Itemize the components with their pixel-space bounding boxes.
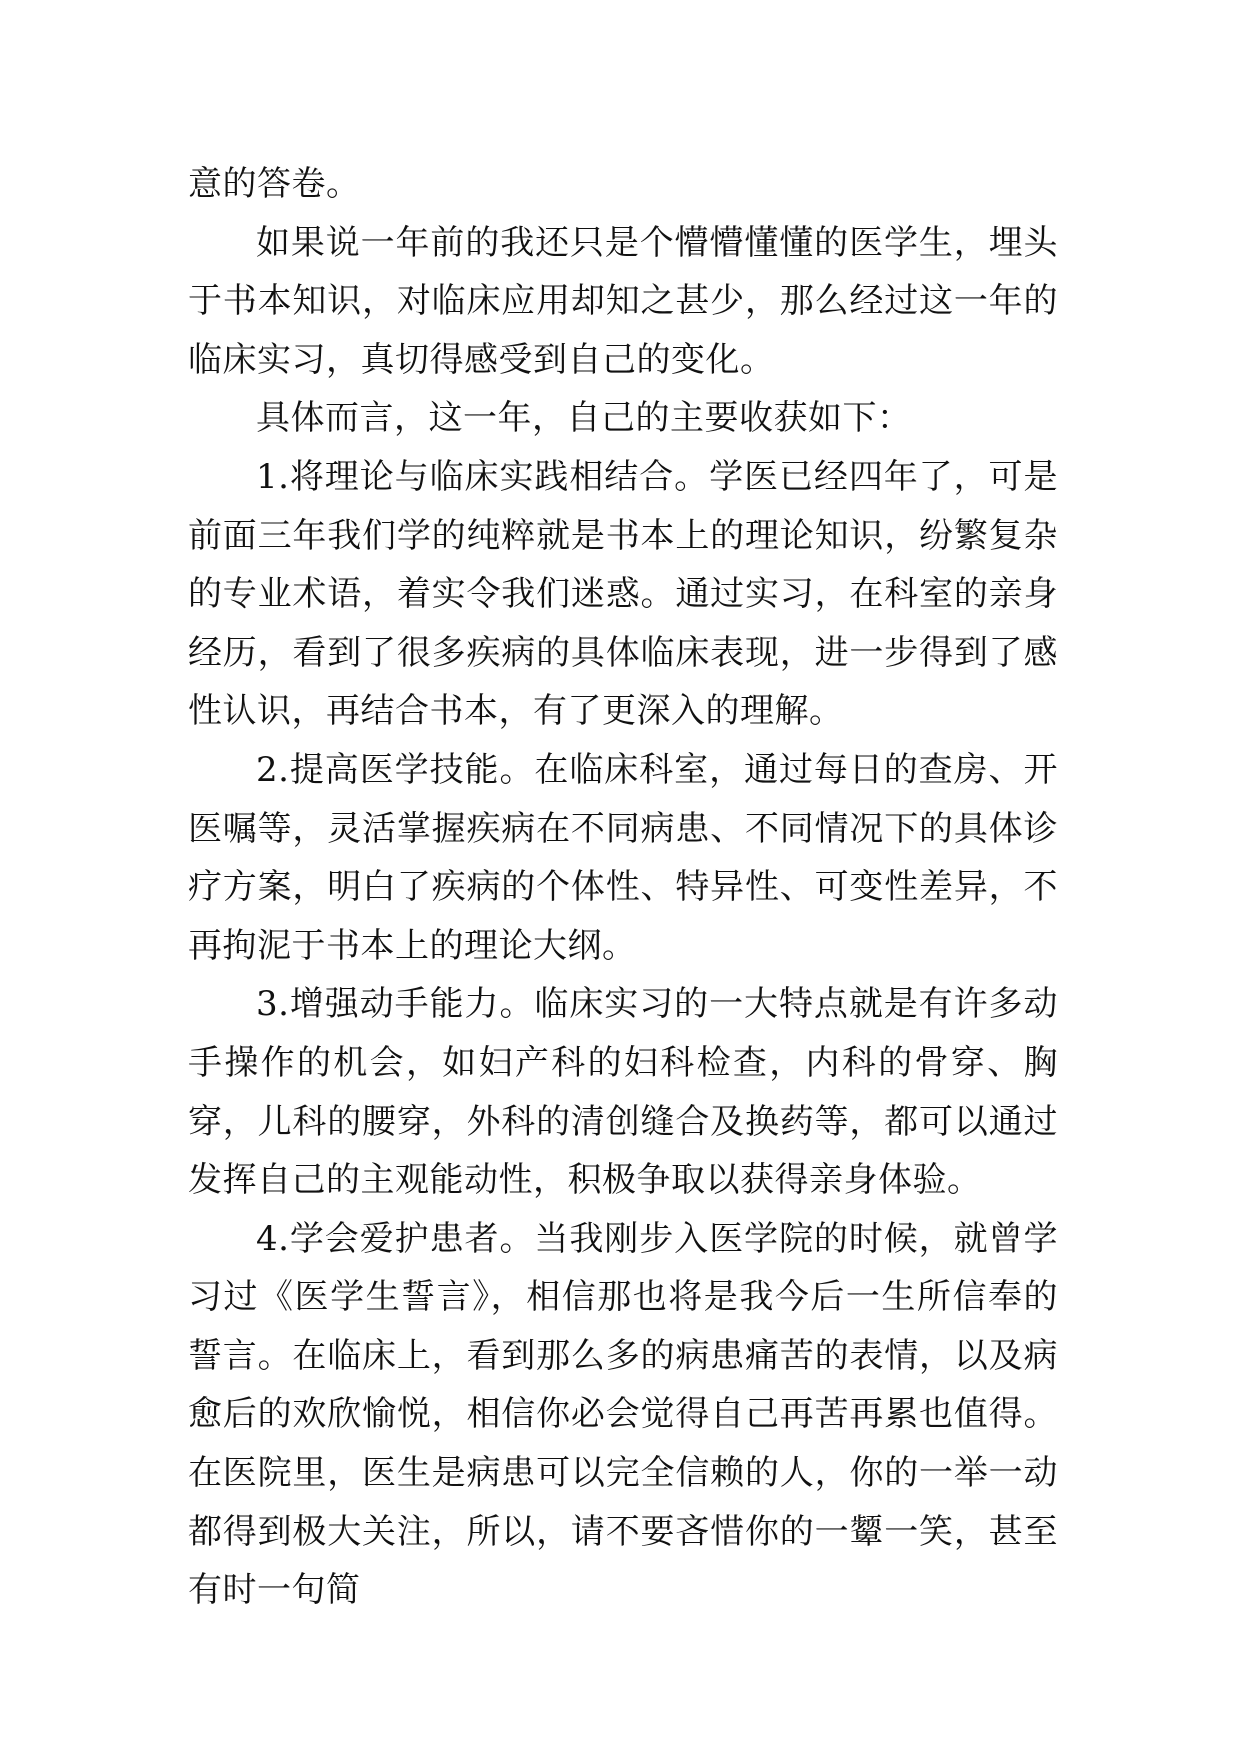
paragraph-continuation: 意的答卷。 bbox=[188, 164, 361, 204]
document-body bbox=[188, 155, 1058, 1620]
paragraph-point-2: 2.提高医学技能。在临床科室，通过每日的查房、开医嘱等，灵活掌握疾病在不同病患、不同情况下的具体诊疗方案，明白了疾病的个体性、特异性、可变性差异，不再拘泥于书本上的理论大纲。 bbox=[188, 749, 1058, 966]
paragraph-summary-intro: 具体而言，这一年，自己的主要收获如下： bbox=[256, 398, 912, 439]
paragraph-point-4: 4.学会爱护患者。当我刚步入医学院的时候，就曾学习过《医学生誓言》，相信那也将是我今后一生所信奉的誓言。在临床上，看到那么多的病患痛苦的表情，以及病愈后的欢欣愉悦，相信你必会觉得自己再苦再累也值得。在医院里，医生是病患可以完全信赖的人，你的一举一动都得到极大关注，所以，请不要吝惜你的一颦一笑，甚至有时一句简 bbox=[188, 1218, 1058, 1611]
paragraph-point-1: 1.将理论与临床实践相结合。学医已经四年了，可是前面三年我们学的纯粹就是书本上的理论知识，纷繁复杂的专业术语，着实令我们迷惑。通过实习，在科室的亲身经历，看到了很多疾病的具体临床表现，进一步得到了感性认识，再结合书本，有了更深入的理解。 bbox=[188, 456, 1058, 732]
paragraph-point-3: 3.增强动手能力。临床实习的一大特点就是有许多动手操作的机会，如妇产科的妇科检查，内科的骨穿、胸穿，儿科的腰穿，外科的清创缝合及换药等，都可以通过发挥自己的主观能动性，积极争取以获得亲身体验。 bbox=[188, 984, 1058, 1201]
paragraph-reflection: 如果说一年前的我还只是个懵懵懂懂的医学生，埋头于书本知识，对临床应用却知之甚少，那么经过这一年的临床实习，真切得感受到自己的变化。 bbox=[188, 222, 1058, 380]
